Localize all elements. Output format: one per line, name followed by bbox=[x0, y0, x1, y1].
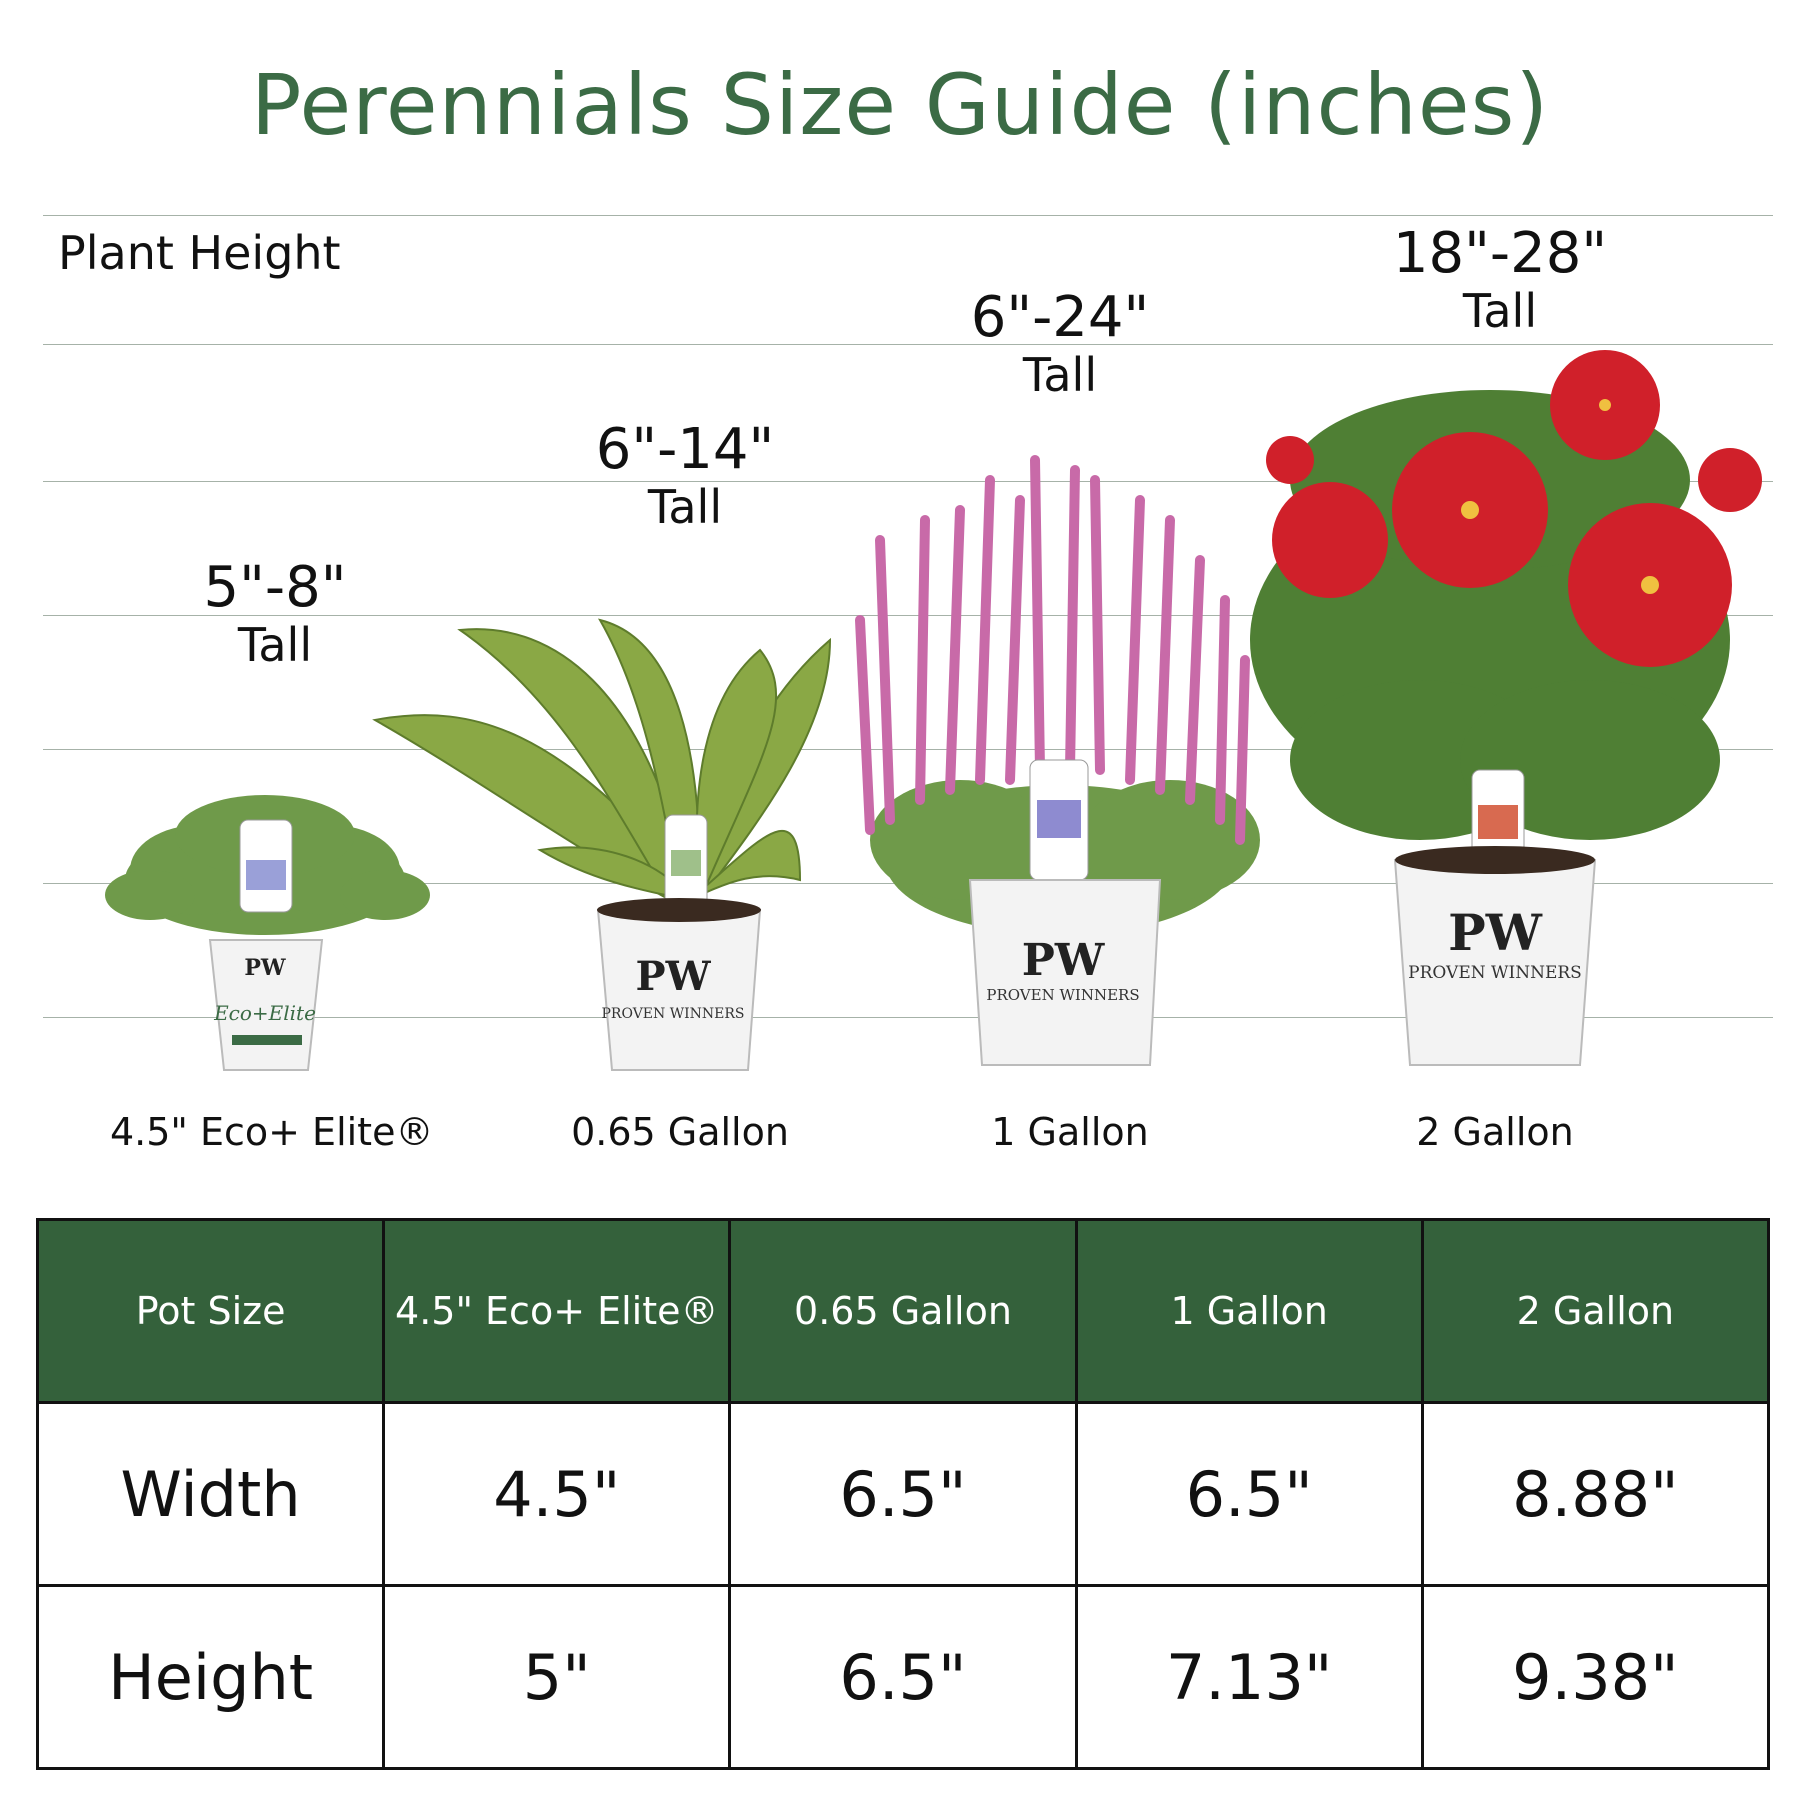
height-word: Tall bbox=[237, 618, 313, 672]
table-header-cell: 2 Gallon bbox=[1422, 1220, 1768, 1403]
height-label-1 bbox=[170, 555, 380, 672]
size-table bbox=[36, 1218, 1770, 1770]
height-range: 5"-8" bbox=[203, 555, 347, 620]
svg-text:PW: PW bbox=[1448, 903, 1542, 962]
height-range: 6"-14" bbox=[595, 417, 775, 482]
row-label-width: Width bbox=[38, 1403, 384, 1586]
table-cell: 6.5" bbox=[730, 1586, 1076, 1769]
height-word: Tall bbox=[647, 480, 723, 534]
height-word: Tall bbox=[1022, 348, 1098, 402]
pot-name-3: 1 Gallon bbox=[991, 1110, 1149, 1154]
height-word: Tall bbox=[1462, 284, 1538, 338]
svg-text:PW: PW bbox=[635, 953, 711, 1000]
svg-text:PROVEN WINNERS: PROVEN WINNERS bbox=[1408, 963, 1582, 983]
table-header-row bbox=[38, 1220, 1769, 1403]
table-cell: 6.5" bbox=[730, 1403, 1076, 1586]
table-header-cell: 4.5" Eco+ Elite® bbox=[384, 1220, 730, 1403]
pot-name-2: 0.65 Gallon bbox=[571, 1110, 789, 1154]
page-title: Perennials Size Guide (inches) bbox=[250, 56, 1550, 154]
height-range: 6"-24" bbox=[970, 285, 1150, 350]
table-cell: 8.88" bbox=[1422, 1403, 1768, 1586]
table-header-cell: 1 Gallon bbox=[1076, 1220, 1422, 1403]
row-label-height: Height bbox=[38, 1586, 384, 1769]
pot-name-4: 2 Gallon bbox=[1416, 1110, 1574, 1154]
plant-hibiscus-image bbox=[1250, 350, 1762, 1065]
table-cell: 4.5" bbox=[384, 1403, 730, 1586]
height-label-4 bbox=[1380, 221, 1620, 338]
height-label-2 bbox=[575, 417, 795, 534]
table-header-cell: 0.65 Gallon bbox=[730, 1220, 1076, 1403]
table-cell: 9.38" bbox=[1422, 1586, 1768, 1769]
plant-herb-image bbox=[105, 795, 430, 1070]
height-label-3 bbox=[940, 285, 1180, 402]
table-row bbox=[38, 1586, 1769, 1769]
svg-text:PROVEN WINNERS: PROVEN WINNERS bbox=[601, 1006, 745, 1022]
table-cell: 5" bbox=[384, 1586, 730, 1769]
svg-text:Eco+Elite: Eco+Elite bbox=[214, 1001, 316, 1025]
table-cell: 7.13" bbox=[1076, 1586, 1422, 1769]
table-cell: 6.5" bbox=[1076, 1403, 1422, 1586]
svg-text:PW: PW bbox=[1021, 935, 1105, 986]
svg-text:PROVEN WINNERS: PROVEN WINNERS bbox=[986, 986, 1140, 1004]
plant-hosta-image bbox=[375, 620, 830, 1070]
plant-salvia-image bbox=[860, 460, 1260, 1065]
plant-height-label: Plant Height bbox=[58, 226, 341, 280]
table-header-cell: Pot Size bbox=[38, 1220, 384, 1403]
height-range: 18"-28" bbox=[1392, 221, 1608, 286]
table-row bbox=[38, 1403, 1769, 1586]
pot-name-1: 4.5" Eco+ Elite® bbox=[110, 1110, 434, 1154]
svg-text:PW: PW bbox=[244, 955, 286, 981]
